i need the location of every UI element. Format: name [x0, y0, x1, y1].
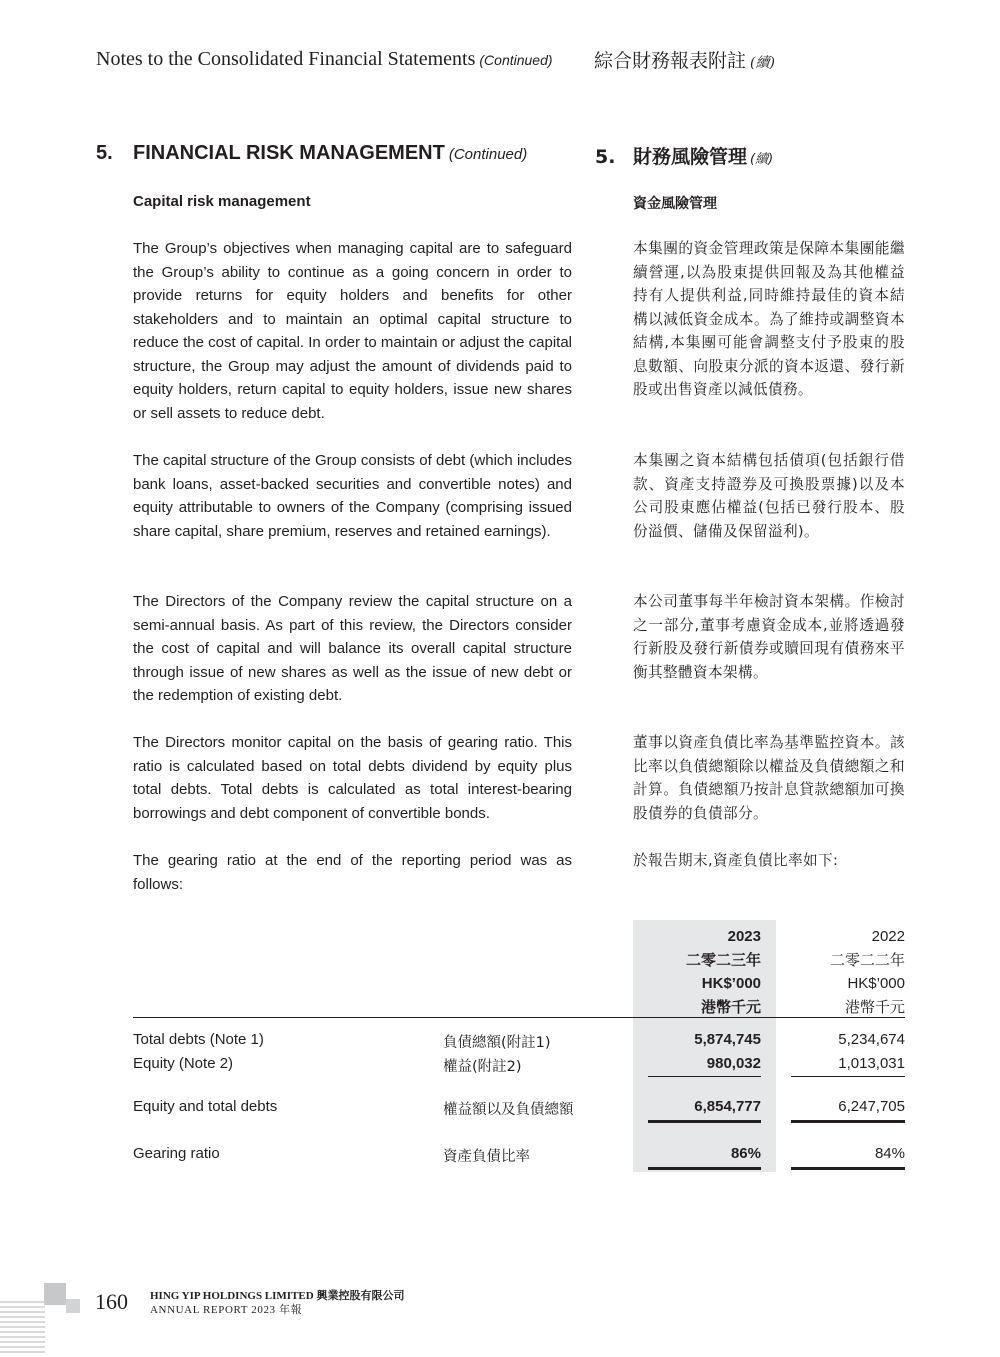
row-label-en: Equity (Note 2) — [133, 1055, 234, 1072]
section-number-zh: 5. — [595, 146, 616, 168]
footer-decoration — [0, 1277, 80, 1357]
paragraph-en-structure: The capital structure of the Group consists of debt (which includes bank loans, asset-backed securities and convertible notes) and equity attributable to owners of the Company (comprising issued share capital, share premium, reserves and retained earnings). — [133, 452, 572, 540]
value-2023: 5,874,745 — [694, 1031, 761, 1048]
header-continued-en: (Continued) — [479, 52, 553, 68]
value-2023: 980,032 — [706, 1055, 761, 1072]
column-header-2022 — [776, 925, 905, 1019]
paragraph-zh-structure: 本集團之資本結構包括債項(包括銀行借款、資產支持證券及可換股票據)以及本公司股東應佔權益(包括已發行股本、股份溢價、儲備及保留溢利)。 — [633, 452, 905, 540]
section-number-en: 5. — [96, 142, 113, 164]
subsection-title-zh: 資金風險管理 — [633, 196, 717, 212]
paragraph-en-monitor: The Directors monitor capital on the basis of gearing ratio. This ratio is calculated based on total debts dividend by equity plus total debts. Total debts is calculated as total interest-bearing borrowings and debt component of convertible bonds. — [133, 734, 572, 822]
paragraph-en-objectives: The Group’s objectives when managing capital are to safeguard the Group’s ability to continue as a going concern in order to provide returns for equity holders and benefits for other stakeholders and to maintain an optimal capital structure to reduce the cost of capital. In order to maintain or adjust the capital structure, the Group may adjust the amount of dividends paid to equity holders, return capital to equity holders, issue new shares or sell assets to reduce debt. — [133, 240, 572, 422]
section-continued-zh: (續) — [750, 152, 774, 167]
paragraph-zh-review: 本公司董事每半年檢討資本架構。作檢討之一部分,董事考慮資金成本,並將透過發行新股及發行新債券或贖回現有債務來平衡其整體資本架構。 — [633, 593, 905, 681]
subtotal-rule-2022 — [791, 1076, 905, 1077]
paragraph-zh-objectives: 本集團的資金管理政策是保障本集團能繼續營運,以為股東提供回報及為其他權益持有人提供利益,同時維持最佳的資本結構以減低資金成本。為了維持或調整資本結構,本集團可能會調整支付予股東的股息數額、向股東分派的資本返還、發行新股或出售資產以減低債務。 — [633, 240, 905, 398]
subsection-title-en: Capital risk management — [133, 193, 311, 210]
header-continued-zh: (續) — [750, 55, 775, 71]
column-year-2023: 2023 — [727, 928, 761, 945]
column-unit-2022: HK$’000 — [847, 975, 905, 992]
column-unit-zh-2023: 港幣千元 — [700, 998, 761, 1016]
section-title-zh: 財務風險管理 — [633, 146, 748, 168]
value-2022: 5,234,674 — [838, 1031, 905, 1048]
row-label-zh: 權益額以及負債總額 — [443, 1102, 574, 1118]
ratio-rule-2022 — [791, 1167, 905, 1170]
row-label-zh: 資產負債比率 — [443, 1149, 530, 1165]
subtotal-rule-2023 — [648, 1076, 761, 1077]
column-unit-zh-2022: 港幣千元 — [844, 998, 905, 1016]
header-title-zh: 綜合財務報表附註 (續) — [594, 50, 775, 72]
running-header — [96, 46, 904, 80]
section-heading-en — [96, 142, 527, 165]
value-2022: 6,247,705 — [838, 1098, 905, 1115]
column-year-2022: 2022 — [871, 928, 905, 945]
total-rule-2022 — [791, 1120, 905, 1123]
footer-report-title: ANNUAL REPORT 2023 年報 — [150, 1304, 303, 1316]
row-label-zh: 負債總額(附註1) — [443, 1035, 551, 1051]
row-label-en: Equity and total debts — [133, 1098, 278, 1115]
paragraph-en-review: The Directors of the Company review the capital structure on a semi-annual basis. As part of this review, the Directors consider the cost of capital and will balance its overall capital structure through issue of new shares as well as the issue of new debt or the redemption of existing debt. — [133, 593, 572, 704]
row-label-en: Total debts (Note 1) — [133, 1031, 264, 1048]
row-label-en: Gearing ratio — [133, 1145, 220, 1162]
value-2023: 6,854,777 — [694, 1098, 761, 1115]
column-header-2023 — [633, 925, 761, 1019]
page-number: 160 — [95, 1289, 128, 1314]
table-header-rule — [133, 1017, 905, 1018]
total-rule-2023 — [648, 1120, 761, 1123]
paragraph-en-gearing: The gearing ratio at the end of the reporting period was as follows: — [133, 852, 572, 893]
row-label-zh: 權益(附註2) — [443, 1059, 522, 1075]
paragraph-zh-monitor: 董事以資產負債比率為基準監控資本。該比率以負債總額除以權益及負債總額之和計算。負債總額乃按計息貸款總額加可換股債券的負債部分。 — [633, 734, 905, 822]
section-title-en: FINANCIAL RISK MANAGEMENT — [133, 142, 445, 164]
value-2023: 86% — [730, 1145, 761, 1162]
column-year-zh-2023: 二零二三年 — [685, 951, 761, 969]
section-heading-zh — [595, 142, 773, 169]
paragraph-zh-gearing: 於報告期末,資產負債比率如下: — [633, 852, 839, 869]
ratio-rule-2023 — [648, 1167, 761, 1170]
column-unit-2023: HK$’000 — [701, 975, 761, 992]
section-continued-en: (Continued) — [448, 146, 528, 163]
value-2022: 1,013,031 — [838, 1055, 905, 1072]
footer-company-name: HING YIP HOLDINGS LIMITED 興業控股有限公司 — [150, 1290, 405, 1302]
header-title-en: Notes to the Consolidated Financial Statements (Continued) — [96, 48, 553, 70]
value-2022: 84% — [874, 1145, 905, 1162]
column-year-zh-2022: 二零二二年 — [829, 951, 905, 969]
